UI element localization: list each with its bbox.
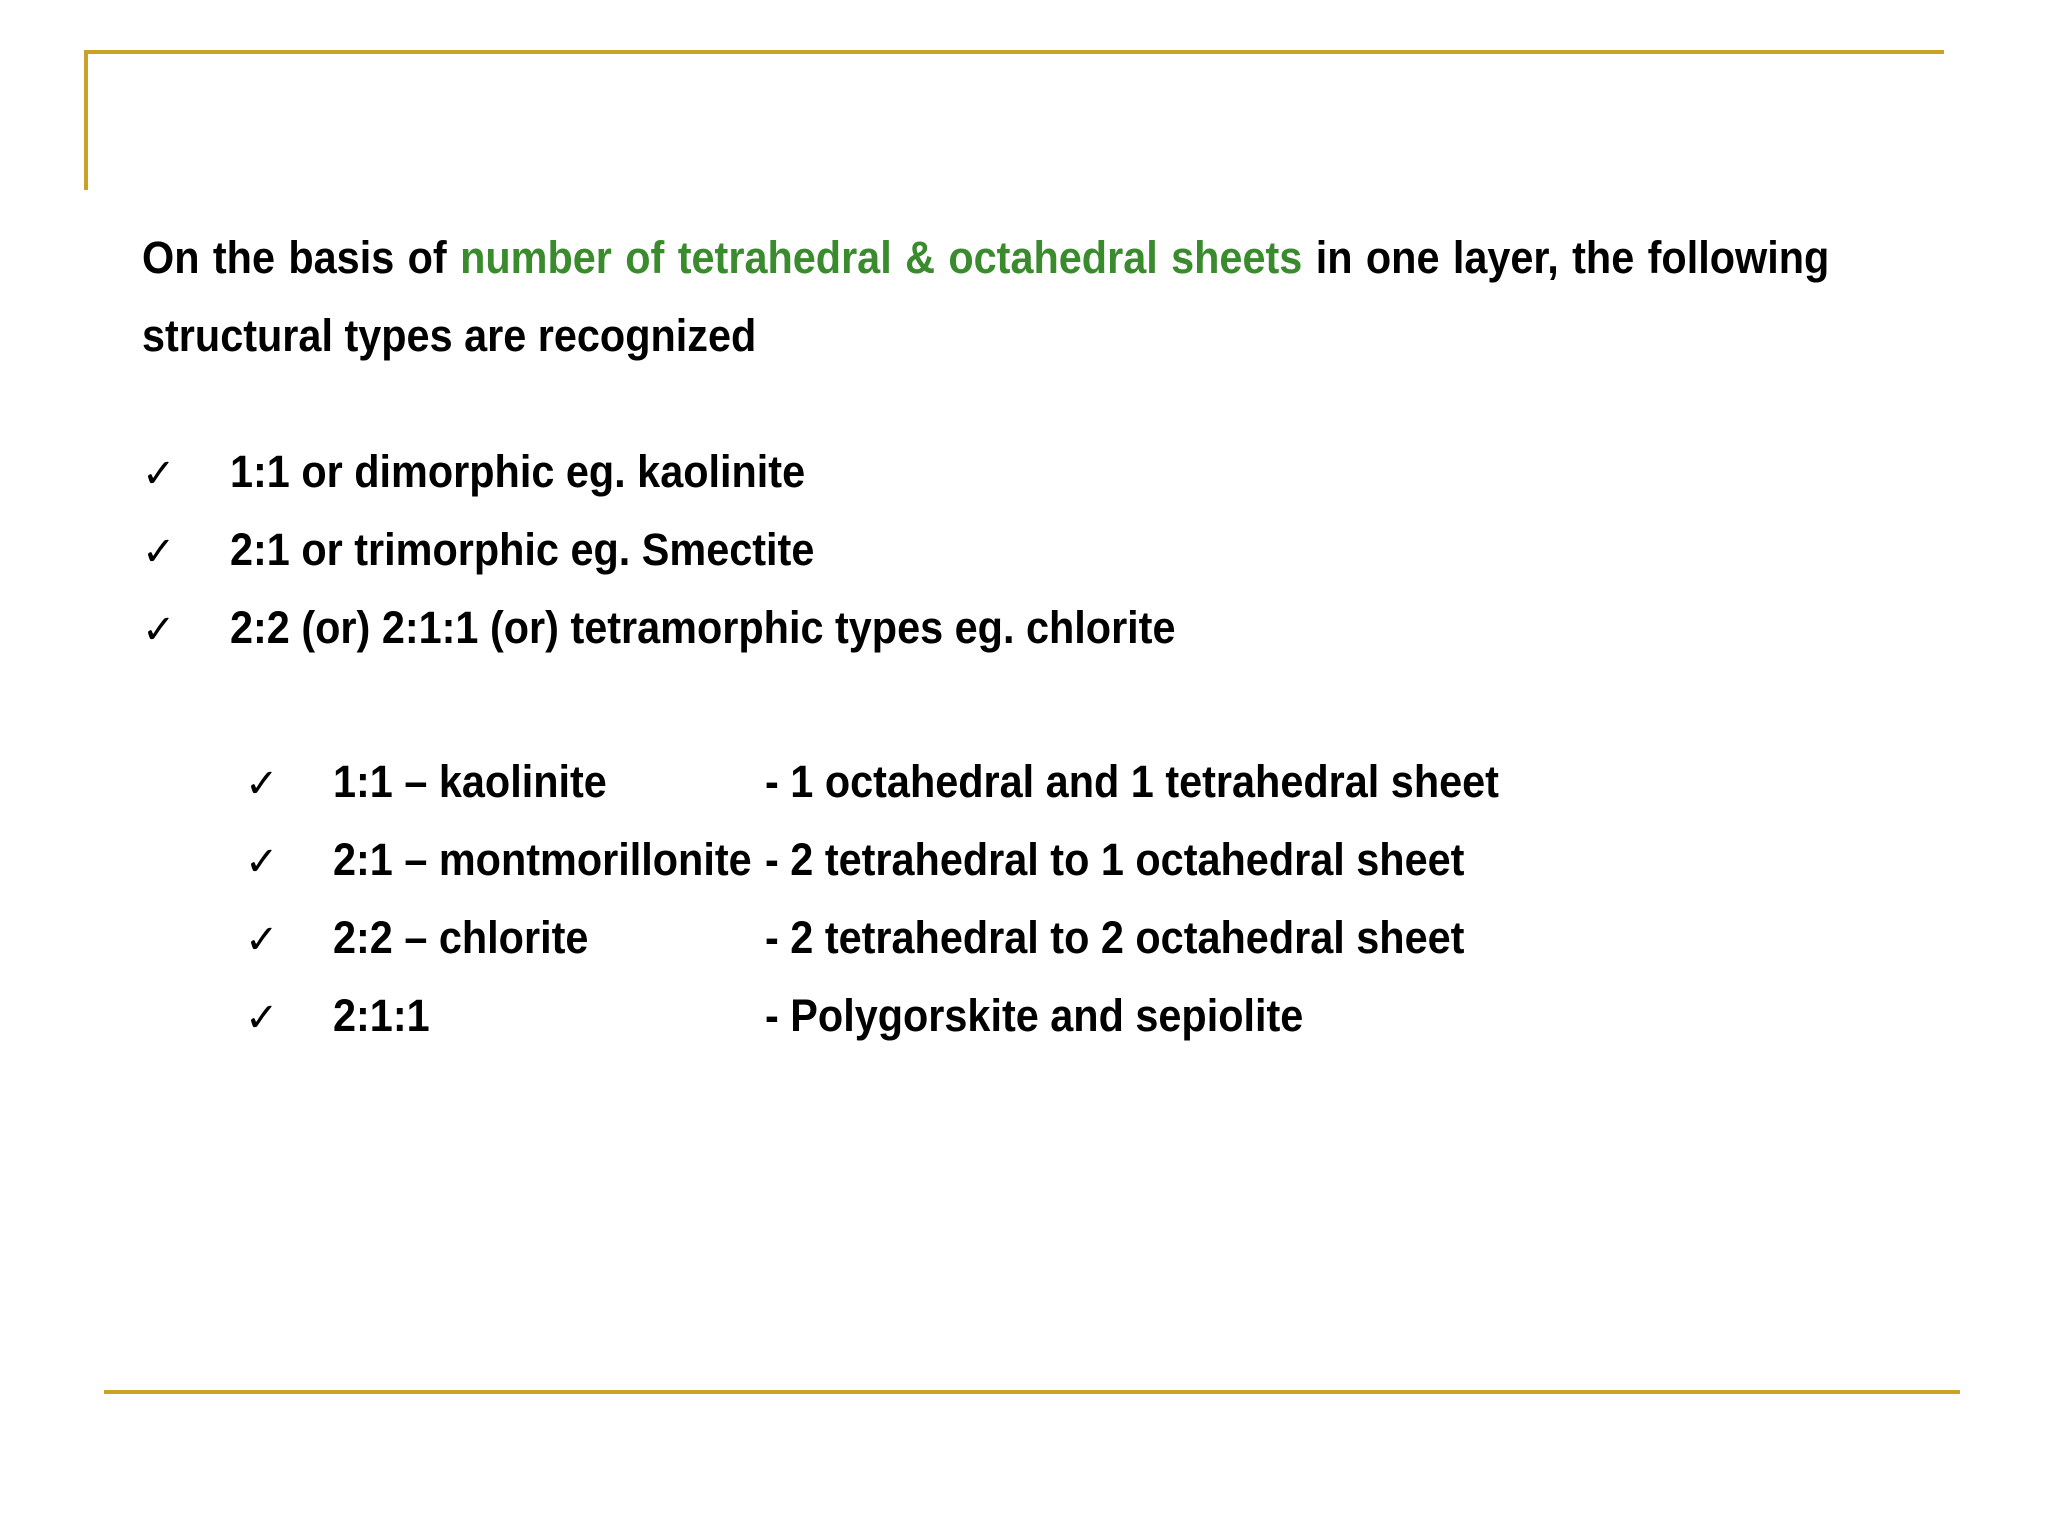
sheet-composition-list [245,743,1563,1055]
intro-highlight: number of tetrahedral & octahedral sheets [460,232,1303,283]
checkmark-icon: ✓ [142,607,176,653]
sheet-description: - 2 tetrahedral to 2 octahedral sheet [765,912,1465,963]
checkmark-icon: ✓ [245,839,279,885]
top-rule [84,50,1944,54]
list-item [142,433,1258,511]
list-item-text: 1:1 or dimorphic eg. kaolinite [230,446,806,497]
left-rule [84,50,88,190]
checkmark-icon: ✓ [245,917,279,963]
list-item-text: 2:1 or trimorphic eg. Smectite [230,524,815,575]
mineral-type: 2:1:1 [333,990,430,1041]
intro-after: in one layer, the following structural types are recognized [142,232,1830,361]
structural-types-list [142,433,1258,667]
checkmark-icon: ✓ [142,529,176,575]
bottom-rule [104,1390,1960,1394]
intro-paragraph [142,219,1829,375]
list-item [245,743,1563,821]
list-item [142,511,1258,589]
mineral-type: 2:1 – montmorillonite [333,834,752,885]
sheet-description: - 1 octahedral and 1 tetrahedral sheet [765,756,1499,807]
intro-before: On the basis of [142,232,461,283]
checkmark-icon: ✓ [142,451,176,497]
list-item [142,589,1258,667]
list-item [245,821,1563,899]
list-item-text: 2:2 (or) 2:1:1 (or) tetramorphic types eg. chlorite [230,602,1176,653]
checkmark-icon: ✓ [245,761,279,807]
checkmark-icon: ✓ [245,995,279,1041]
list-item [245,977,1563,1055]
mineral-type: 1:1 – kaolinite [333,756,607,807]
mineral-type: 2:2 – chlorite [333,912,589,963]
sheet-description: - Polygorskite and sepiolite [765,990,1304,1041]
list-item [245,899,1563,977]
sheet-description: - 2 tetrahedral to 1 octahedral sheet [765,834,1465,885]
